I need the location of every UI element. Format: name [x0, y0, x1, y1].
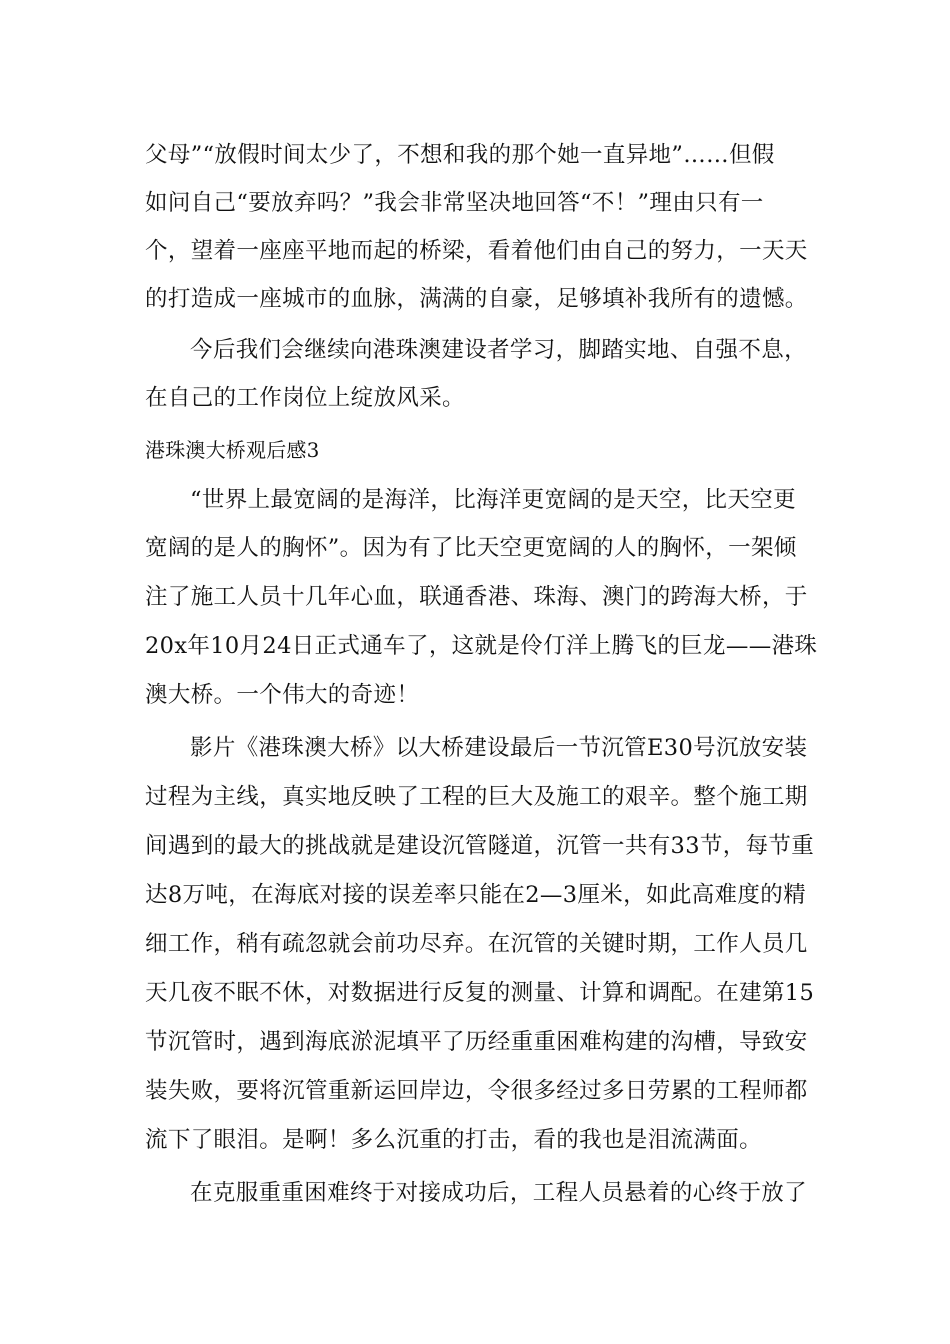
paragraph-1-line-2: 如问自己“要放弃吗？”我会非常坚决地回答“不！”理由只有一 — [145, 190, 764, 216]
paragraph-4-line-7: 节沉管时，遇到海底淤泥填平了历经重重困难构建的沟槽，导致安 — [145, 1029, 808, 1055]
paragraph-5-line-1: 在克服重重困难终于对接成功后，工程人员悬着的心终于放了 — [190, 1180, 807, 1206]
paragraph-4-line-2: 过程为主线，真实地反映了工程的巨大及施工的艰辛。整个施工期 — [145, 784, 808, 810]
paragraph-3-line-1: “世界上最宽阔的是海洋，比海洋更宽阔的是天空，比天空更 — [190, 487, 796, 513]
paragraph-2-line-2: 在自己的工作岗位上绽放风采。 — [145, 385, 465, 411]
paragraph-4-line-9: 流下了眼泪。是啊！多么沉重的打击，看的我也是泪流满面。 — [145, 1127, 762, 1153]
paragraph-3-line-4: 20x年10月24日正式通车了，这就是伶仃洋上腾飞的巨龙——港珠 — [145, 633, 818, 659]
paragraph-3-line-2: 宽阔的是人的胸怀”。因为有了比天空更宽阔的人的胸怀，一架倾 — [145, 535, 797, 561]
paragraph-4-line-8: 装失败，要将沉管重新运回岸边，令很多经过多日劳累的工程师都 — [145, 1078, 808, 1104]
paragraph-4-line-1: 影片《港珠澳大桥》以大桥建设最后一节沉管E30号沉放安装 — [190, 735, 808, 761]
paragraph-1-line-1: 父母”“放假时间太少了，不想和我的那个她一直异地”……但假 — [145, 142, 775, 168]
paragraph-4-line-5: 细工作，稍有疏忽就会前功尽弃。在沉管的关键时期，工作人员几 — [145, 931, 808, 957]
paragraph-4-line-6: 天几夜不眠不休，对数据进行反复的测量、计算和调配。在建第15 — [145, 980, 815, 1006]
paragraph-3-line-3: 注了施工人员十几年心血，联通香港、珠海、澳门的跨海大桥，于 — [145, 584, 808, 610]
paragraph-1-line-4: 的打造成一座城市的血脉，满满的自豪，足够填补我所有的遗憾。 — [145, 286, 808, 312]
paragraph-2-line-1: 今后我们会继续向港珠澳建设者学习，脚踏实地、自强不息， — [190, 337, 807, 363]
paragraph-4-line-4: 达8万吨，在海底对接的误差率只能在2—3厘米，如此高难度的精 — [145, 882, 806, 908]
paragraph-3-line-5: 澳大桥。一个伟大的奇迹！ — [145, 682, 420, 708]
section-heading: 港珠澳大桥观后感3 — [145, 438, 320, 462]
paragraph-4-line-3: 间遇到的最大的挑战就是建设沉管隧道，沉管一共有33节，每节重 — [145, 833, 815, 859]
paragraph-1-line-3: 个，望着一座座平地而起的桥梁，看着他们由自己的努力，一天天 — [145, 238, 808, 264]
